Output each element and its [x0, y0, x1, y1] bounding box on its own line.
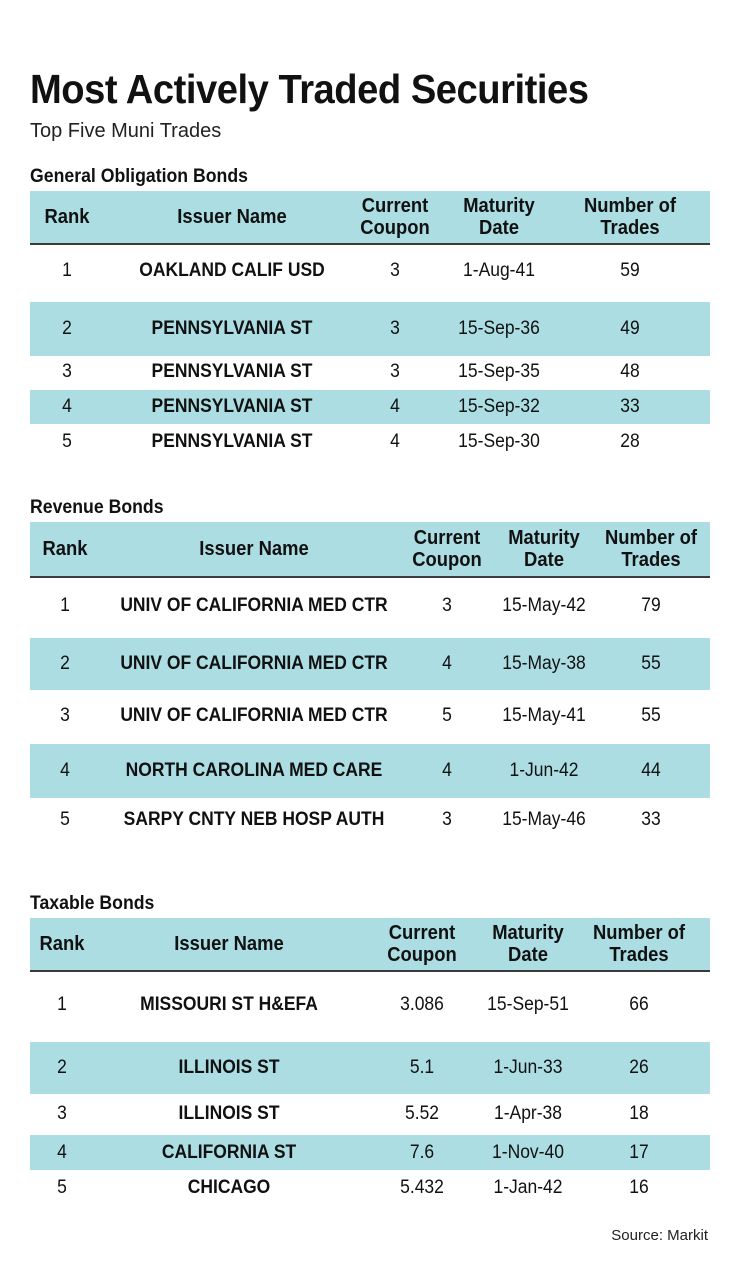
taxable-cell-issuer: CALIFORNIA ST	[161, 1142, 297, 1163]
taxable-cell-rank: 4	[57, 1142, 67, 1163]
taxable-cell-coupon: 5.52	[404, 1103, 440, 1124]
revenue-cell-trades: 44	[641, 760, 661, 781]
taxable-cell-coupon: 5.1	[409, 1057, 435, 1078]
revenue-cell-maturity: 15-May-41	[502, 705, 586, 726]
revenue-cell-coupon: 5	[442, 705, 452, 726]
general-obligation-section-title: General Obligation Bonds	[30, 166, 248, 187]
general-obligation-cell-trades: 59	[620, 260, 640, 281]
revenue-cell-maturity: 15-May-46	[502, 809, 586, 830]
general-obligation-row-band	[30, 390, 710, 424]
revenue-section-title: Revenue Bonds	[30, 497, 164, 518]
revenue-cell-coupon: 3	[442, 809, 452, 830]
revenue-cell-issuer: UNIV OF CALIFORNIA MED CTR	[120, 705, 388, 726]
taxable-cell-trades: 16	[629, 1177, 649, 1198]
taxable-cell-maturity: 1-Apr-38	[493, 1103, 563, 1124]
revenue-header-trades: Number of Trades	[605, 527, 697, 571]
revenue-cell-issuer: NORTH CAROLINA MED CARE	[125, 760, 383, 781]
revenue-header-rank: Rank	[42, 538, 88, 560]
general-obligation-cell-trades: 33	[620, 396, 640, 417]
revenue-header-issuer: Issuer Name	[199, 538, 309, 560]
taxable-cell-maturity: 1-Jan-42	[493, 1177, 563, 1198]
revenue-cell-rank: 4	[60, 760, 70, 781]
revenue-cell-trades: 55	[641, 705, 661, 726]
revenue-cell-coupon: 4	[442, 653, 452, 674]
taxable-cell-coupon: 3.086	[400, 994, 444, 1015]
source-note: Source: Markit	[611, 1227, 708, 1244]
taxable-cell-trades: 18	[629, 1103, 649, 1124]
general-obligation-row-band	[30, 302, 710, 356]
general-obligation-cell-coupon: 4	[390, 396, 400, 417]
page-subtitle: Top Five Muni Trades	[30, 120, 222, 142]
revenue-header-maturity: Maturity Date	[508, 527, 580, 571]
taxable-cell-trades: 66	[629, 994, 649, 1015]
taxable-section-title: Taxable Bonds	[30, 893, 155, 914]
taxable-header-coupon: Current Coupon	[387, 922, 457, 966]
taxable-cell-rank: 5	[57, 1177, 67, 1198]
revenue-cell-rank: 5	[60, 809, 70, 830]
revenue-cell-coupon: 4	[442, 760, 452, 781]
general-obligation-cell-coupon: 3	[390, 260, 400, 281]
page-title: Most Actively Traded Securities	[30, 66, 589, 112]
revenue-cell-rank: 3	[60, 705, 70, 726]
general-obligation-cell-maturity: 15-Sep-36	[458, 318, 540, 339]
taxable-header-maturity: Maturity Date	[492, 922, 564, 966]
general-obligation-cell-rank: 3	[62, 361, 72, 382]
revenue-cell-trades: 33	[641, 809, 661, 830]
general-obligation-cell-maturity: 15-Sep-35	[458, 361, 540, 382]
revenue-header-coupon: Current Coupon	[412, 527, 482, 571]
general-obligation-cell-trades: 48	[620, 361, 640, 382]
revenue-cell-issuer: UNIV OF CALIFORNIA MED CTR	[120, 595, 388, 616]
taxable-cell-issuer: MISSOURI ST H&EFA	[140, 994, 318, 1015]
general-obligation-cell-rank: 4	[62, 396, 72, 417]
taxable-cell-maturity: 1-Nov-40	[492, 1142, 564, 1163]
taxable-cell-trades: 26	[629, 1057, 649, 1078]
taxable-cell-issuer: CHICAGO	[187, 1177, 271, 1198]
general-obligation-cell-issuer: PENNSYLVANIA ST	[151, 431, 313, 452]
revenue-cell-rank: 2	[60, 653, 70, 674]
general-obligation-cell-trades: 28	[620, 431, 640, 452]
general-obligation-header-rank: Rank	[44, 206, 90, 228]
revenue-cell-maturity: 15-May-38	[502, 653, 586, 674]
taxable-cell-maturity: 1-Jun-33	[493, 1057, 563, 1078]
general-obligation-cell-rank: 5	[62, 431, 72, 452]
general-obligation-cell-trades: 49	[620, 318, 640, 339]
taxable-header-issuer: Issuer Name	[174, 933, 284, 955]
general-obligation-header-coupon: Current Coupon	[360, 195, 430, 239]
general-obligation-header-issuer: Issuer Name	[177, 206, 287, 228]
general-obligation-cell-maturity: 1-Aug-41	[463, 260, 535, 281]
taxable-header-trades: Number of Trades	[593, 922, 685, 966]
taxable-cell-coupon: 5.432	[400, 1177, 444, 1198]
general-obligation-cell-coupon: 4	[390, 431, 400, 452]
general-obligation-cell-maturity: 15-Sep-30	[458, 431, 540, 452]
taxable-cell-maturity: 15-Sep-51	[487, 994, 569, 1015]
taxable-row-band	[30, 1042, 710, 1094]
general-obligation-cell-issuer: PENNSYLVANIA ST	[151, 318, 313, 339]
taxable-cell-rank: 2	[57, 1057, 67, 1078]
taxable-cell-rank: 1	[57, 994, 67, 1015]
revenue-cell-issuer: SARPY CNTY NEB HOSP AUTH	[123, 809, 385, 830]
revenue-cell-trades: 55	[641, 653, 661, 674]
general-obligation-cell-issuer: PENNSYLVANIA ST	[151, 396, 313, 417]
general-obligation-cell-maturity: 15-Sep-32	[458, 396, 540, 417]
revenue-cell-rank: 1	[60, 595, 70, 616]
general-obligation-cell-rank: 1	[62, 260, 72, 281]
general-obligation-cell-coupon: 3	[390, 361, 400, 382]
taxable-cell-issuer: ILLINOIS ST	[178, 1103, 280, 1124]
taxable-row-band	[30, 1135, 710, 1170]
taxable-cell-issuer: ILLINOIS ST	[178, 1057, 280, 1078]
general-obligation-header-maturity: Maturity Date	[463, 195, 535, 239]
revenue-cell-maturity: 1-Jun-42	[509, 760, 579, 781]
general-obligation-header-trades: Number of Trades	[584, 195, 676, 239]
general-obligation-cell-issuer: OAKLAND CALIF USD	[139, 260, 325, 281]
revenue-cell-trades: 79	[641, 595, 661, 616]
revenue-cell-maturity: 15-May-42	[502, 595, 586, 616]
general-obligation-cell-rank: 2	[62, 318, 72, 339]
taxable-cell-rank: 3	[57, 1103, 67, 1124]
general-obligation-cell-coupon: 3	[390, 318, 400, 339]
revenue-cell-issuer: UNIV OF CALIFORNIA MED CTR	[120, 653, 388, 674]
taxable-cell-coupon: 7.6	[409, 1142, 435, 1163]
revenue-cell-coupon: 3	[442, 595, 452, 616]
taxable-cell-trades: 17	[629, 1142, 649, 1163]
general-obligation-cell-issuer: PENNSYLVANIA ST	[151, 361, 313, 382]
taxable-header-rank: Rank	[39, 933, 85, 955]
